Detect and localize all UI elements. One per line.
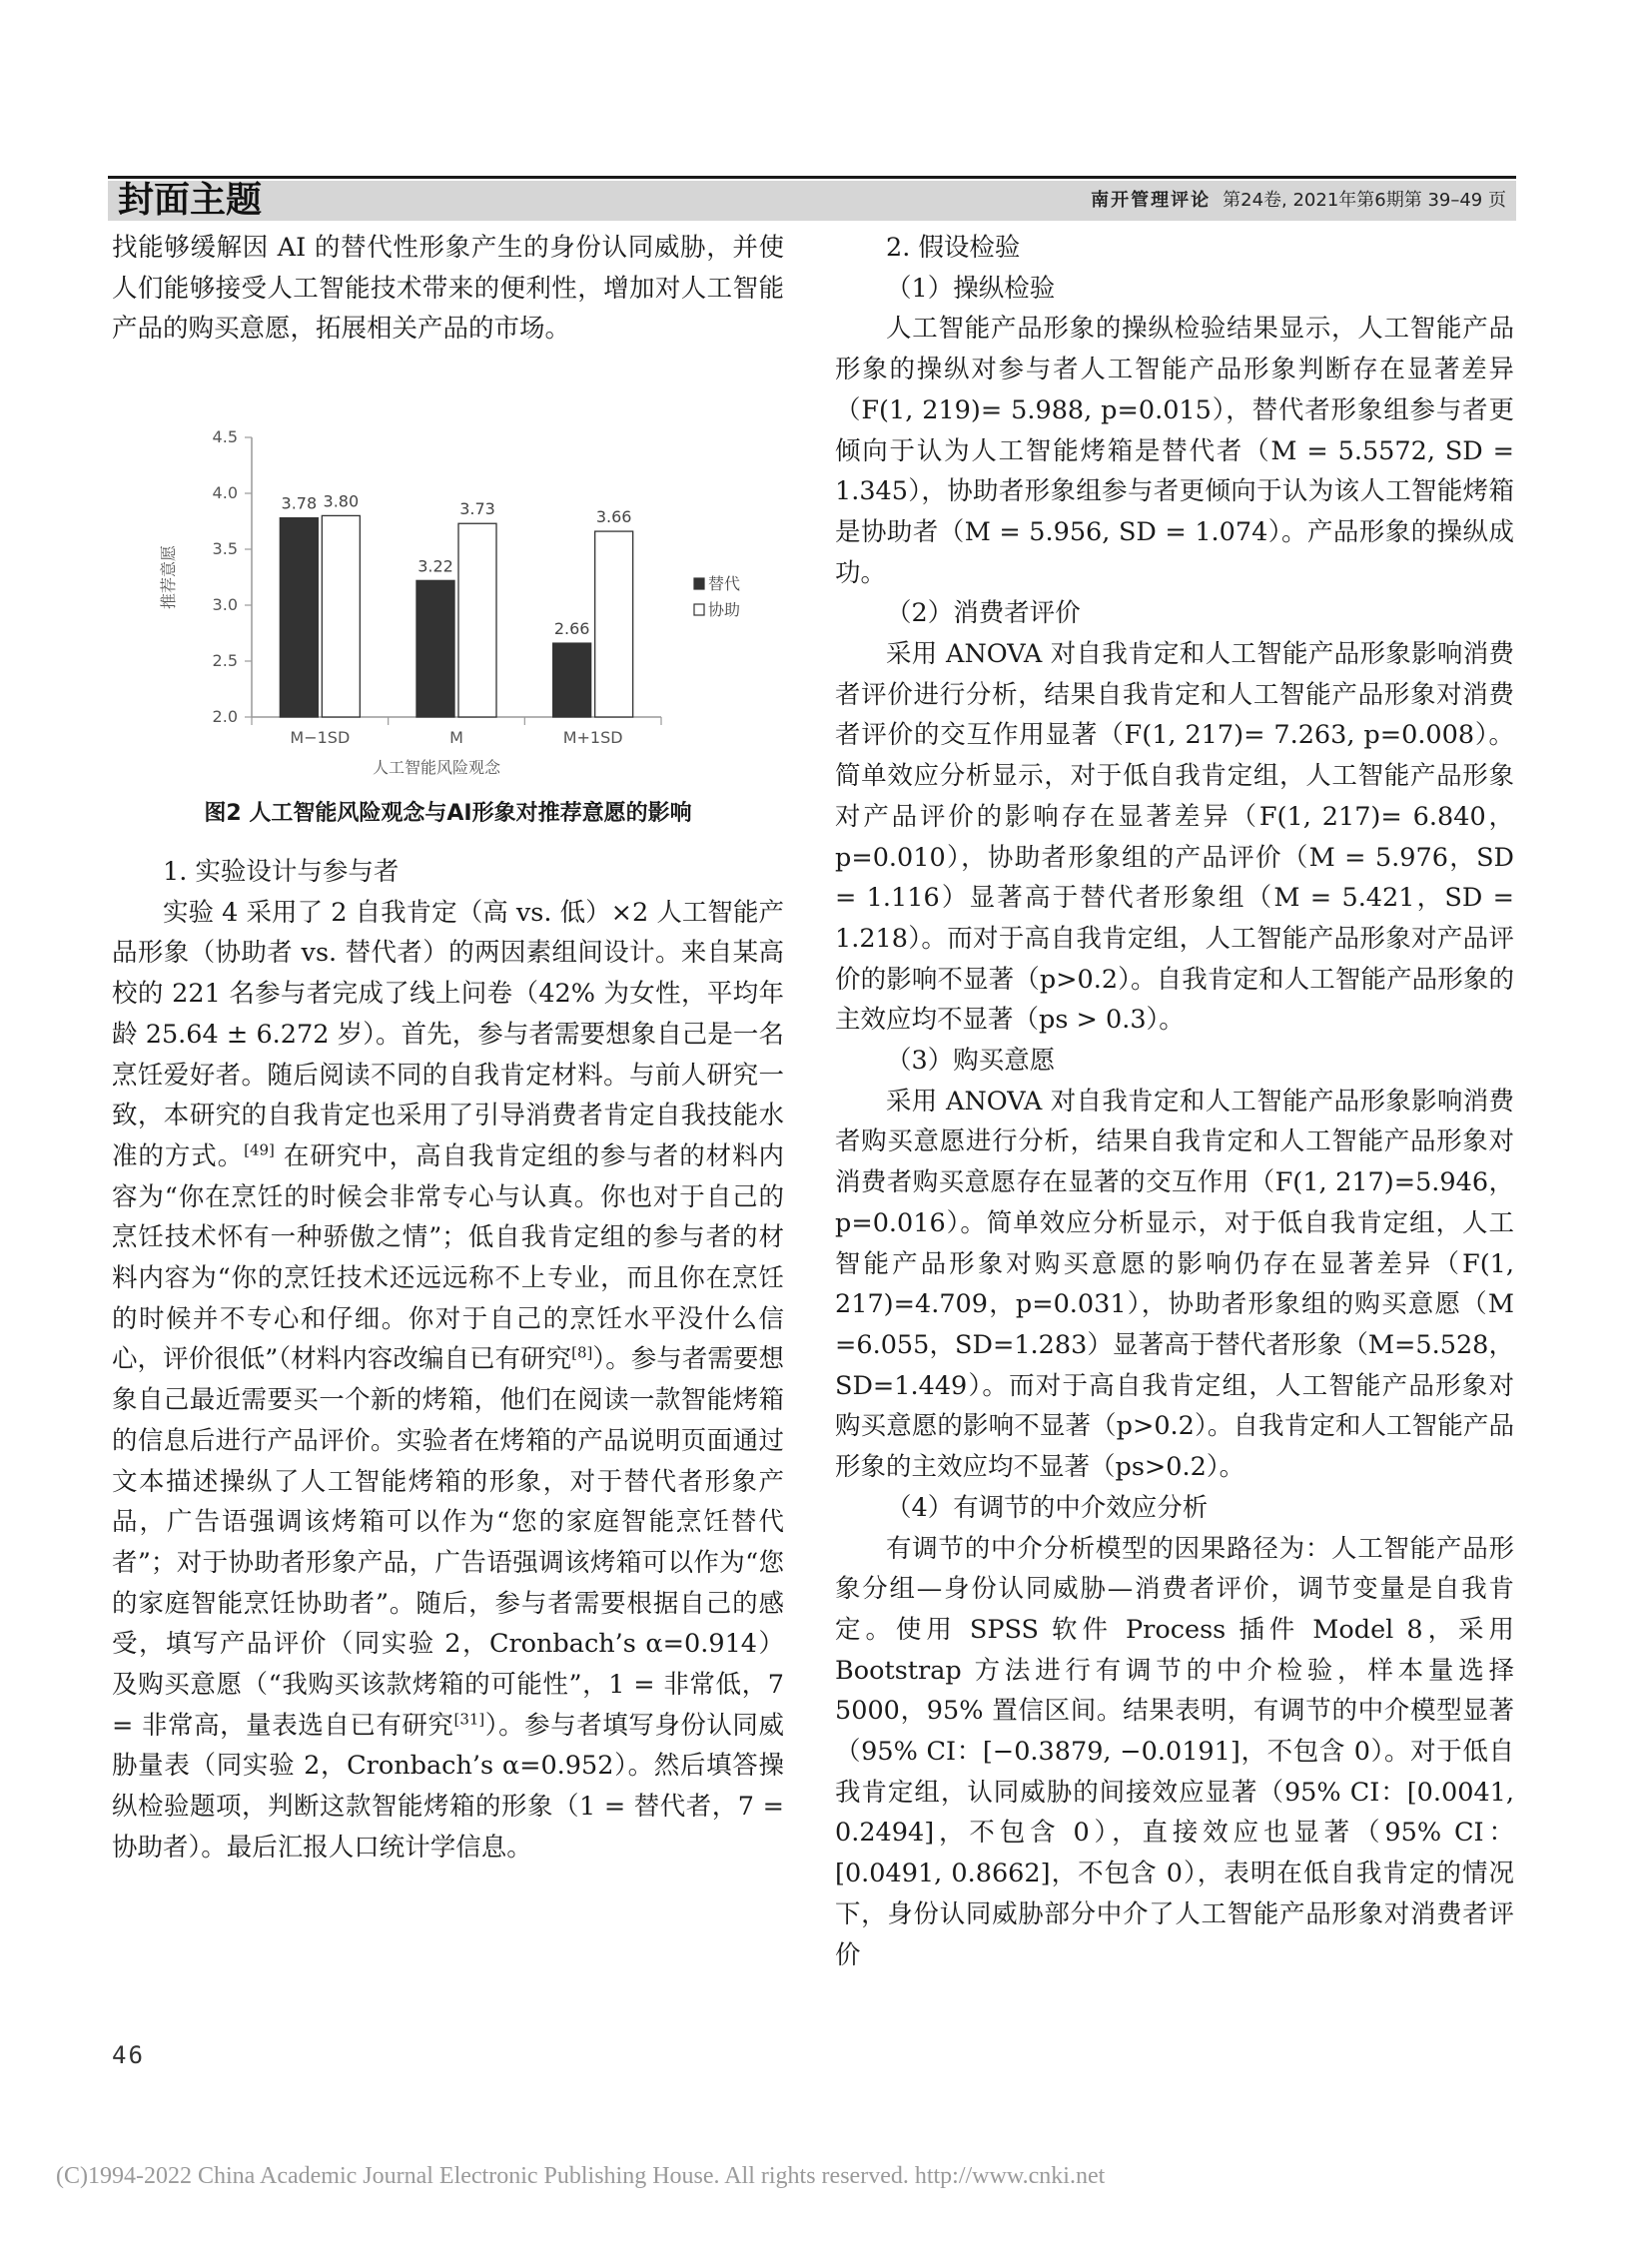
data-label: 3.73	[459, 499, 495, 519]
body-text-3: ）。参与者需要想象自己最近需要买一个新的烤箱，他们在阅读一款智能烤箱的信息后进行产品评价。实验者在烤箱的产品说明页面通过文本描述操纵了人工智能烤箱的形象，对于替代者形象产品，广告语强调该烤箱可以作为“您的家庭智能烹饪替代者”；对于协助者形象产品，广告语强调该烤箱可以作为“您的家庭智能烹饪协助者”。随后，参与者需要根据自己的感受，填写产品评价（同实验 2，Cronbach’s α=0.914）及购买意愿（“我购买该款烤箱的可能性”，1 = 非常低，7 = 非常高，量表选自已有研究	[112, 1344, 784, 1741]
data-label: 3.66	[595, 507, 632, 527]
purchase-intention-paragraph: 采用 ANOVA 对自我肯定和人工智能产品形象影响消费者购买意愿进行分析，结果自我肯定和人工智能产品形象对消费者购买意愿存在显著的交互作用（F(1, 217)=5.946，p=0.016）。简单效应分析显示，对于低自我肯定组，人工智能产品形象对购买意愿的影响仍存在显著差异（F(1, 217)=4.709，p=0.031），协助者形象组的购买意愿（M =6.055，SD=1.283）显著高于替代者形象（M=5.528，SD=1.449）。而对于高自我肯定组，人工智能产品形象对购买意愿的影响不显著（p>0.2）。自我肯定和人工智能产品形象的主效应均不显著（ps>0.2）。	[835, 1086, 1514, 1483]
y-tick-label: 3.0	[212, 595, 238, 614]
y-tick-label: 4.5	[212, 427, 238, 446]
y-axis-title: 推荐意愿	[159, 544, 178, 610]
y-tick-label: 3.5	[212, 539, 238, 558]
legend-swatch	[694, 604, 704, 615]
left-top-paragraph: 找能够缓解因 AI 的替代性形象产生的身份认同威胁，并使人们能够接受人工智能技术带来的便利性，增加对人工智能产品的购买意愿，拓展相关产品的市场。	[112, 233, 784, 345]
bar	[595, 531, 633, 717]
consumer-evaluation-paragraph: 采用 ANOVA 对自我肯定和人工智能产品形象影响消费者评价进行分析，结果自我肯定和人工智能产品形象对消费者评价的交互作用显著（F(1, 217)= 7.263, p=0.008）。简单效应分析显示，对于低自我肯定组，人工智能产品形象对产品评价的影响存在显著差异（F(1, 217)= 6.840，p=0.010），协助者形象组的产品评价（M = 5.976，SD = 1.116）显著高于替代者形象组（M = 5.421，SD = 1.218）。而对于高自我肯定组，人工智能产品形象对产品评价的影响不显著（p>0.2）。自我肯定和人工智能产品形象的主效应均不显著（ps > 0.3）。	[835, 639, 1514, 1036]
copyright-footer: (C)1994-2022 China Academic Journal Electronic Publishing House. All rights reserved. http://www.cnki.net	[56, 2163, 1106, 2189]
data-label: 3.78	[281, 493, 318, 513]
left-column-top	[112, 228, 784, 350]
x-tick-label: M−1SD	[290, 728, 351, 747]
reference-8: [8]	[571, 1343, 593, 1362]
figure-2	[112, 417, 784, 837]
bar	[416, 580, 454, 717]
legend-swatch	[694, 578, 704, 589]
figure-caption: 图2 人工智能风险观念与AI形象对推荐意愿的影响	[204, 801, 692, 826]
x-tick-label: M	[449, 728, 463, 747]
data-label: 3.22	[417, 556, 453, 576]
body-text-4: ）。参与者填写身份认同威胁量表（同实验 2，Cronbach’s α=0.952）。然后填答操纵检验题项，判断这款智能烤箱的形象（1 = 替代者，7 = 协助者）。最后汇报人口统计学信息。	[112, 1710, 784, 1863]
header-rule	[108, 176, 1516, 179]
legend-label: 替代	[708, 574, 741, 593]
data-label: 3.80	[323, 491, 360, 511]
subheading-consumer-evaluation: （2）消费者评价	[886, 598, 1081, 629]
body-text-2: 在研究中，高自我肯定组的参与者的材料内容为“你在烹饪的时候会非常专心与认真。你也对于自己的烹饪技术怀有一种骄傲之情”；低自我肯定组的参与者的材料内容为“你的烹饪技术还远远称不上专业，而且你在烹饪的时候并不专心和仔细。你对于自己的烹饪水平没什么信心，评价很低”（材料内容改编自已有研究	[112, 1140, 784, 1375]
body-text-1: 实验 4 采用了 2 自我肯定（高 vs. 低）×2 人工智能产品形象（协助者 vs. 替代者）的两因素组间设计。来自某高校的 221 名参与者完成了线上问卷（42% 为女性，平均年龄 25.64 ± 6.272 岁）。首先，参与者需要想象自己是一名烹饪爱好者。随后阅读不同的自我肯定材料。与前人研究一致，本研究的自我肯定也采用了引导消费者肯定自我技能水准的方式。	[112, 897, 784, 1171]
right-column	[835, 228, 1514, 1975]
bar	[553, 643, 591, 717]
data-label: 2.66	[553, 619, 590, 639]
heading-hypothesis-test: 2. 假设检验	[886, 233, 1021, 263]
subheading-moderated-mediation: （4）有调节的中介效应分析	[886, 1492, 1209, 1523]
reference-31: [31]	[453, 1710, 485, 1729]
y-tick-label: 2.5	[212, 651, 238, 670]
x-tick-label: M+1SD	[562, 728, 623, 747]
journal-name: 南开管理评论	[1091, 190, 1212, 211]
subheading-purchase-intention: （3）购买意愿	[886, 1046, 1056, 1077]
x-axis-title: 人工智能风险观念	[372, 758, 501, 777]
bar	[322, 515, 360, 717]
journal-info	[1091, 189, 1506, 213]
moderated-mediation-paragraph: 有调节的中介分析模型的因果路径为：人工智能产品形象分组—身份认同威胁—消费者评价，调节变量是自我肯定。使用 SPSS 软件 Process 插件 Model 8，采用 Bootstrap 方法进行有调节的中介检验，样本量选择 5000，95% 置信区间。结果表明，有调节的中介模型显著（95% CI：[−0.3879, −0.0191]，不包含 0）。对于低自我肯定组，认同威胁的间接效应显著（95% CI：[0.0041, 0.2494]，不包含 0），直接效应也显著（95% CI：[0.0491, 0.8662]，不包含 0），表明在低自我肯定的情况下，身份认同威胁部分中介了人工智能产品形象对消费者评价	[835, 1533, 1514, 1970]
journal-issue: 第24卷, 2021年第6期第 39–49 页	[1223, 190, 1506, 211]
bar	[280, 518, 318, 717]
subheading-manipulation-check: （1）操纵检验	[886, 273, 1056, 304]
bar-chart	[112, 417, 784, 799]
y-tick-label: 2.0	[212, 707, 238, 726]
manipulation-check-paragraph: 人工智能产品形象的操纵检验结果显示，人工智能产品形象的操纵对参与者人工智能产品形象判断存在显著差异（F(1, 219)= 5.988, p=0.015），替代者形象组参与者更倾向于认为人工智能烤箱是替代者（M = 5.5572, SD = 1.345），协助者形象组参与者更倾向于认为该人工智能烤箱是协助者（M = 5.956, SD = 1.074）。产品形象的操纵成功。	[835, 314, 1514, 588]
page-number: 46	[112, 2041, 145, 2069]
y-tick-label: 4.0	[212, 483, 238, 502]
left-column-body	[112, 852, 784, 1868]
section-title: 封面主题	[118, 180, 263, 221]
reference-49: [49]	[244, 1140, 275, 1159]
legend-label: 协助	[708, 600, 741, 619]
experiment-design-paragraph	[112, 893, 784, 1868]
bar	[458, 523, 496, 717]
heading-experiment-design: 1. 实验设计与参与者	[163, 857, 400, 887]
